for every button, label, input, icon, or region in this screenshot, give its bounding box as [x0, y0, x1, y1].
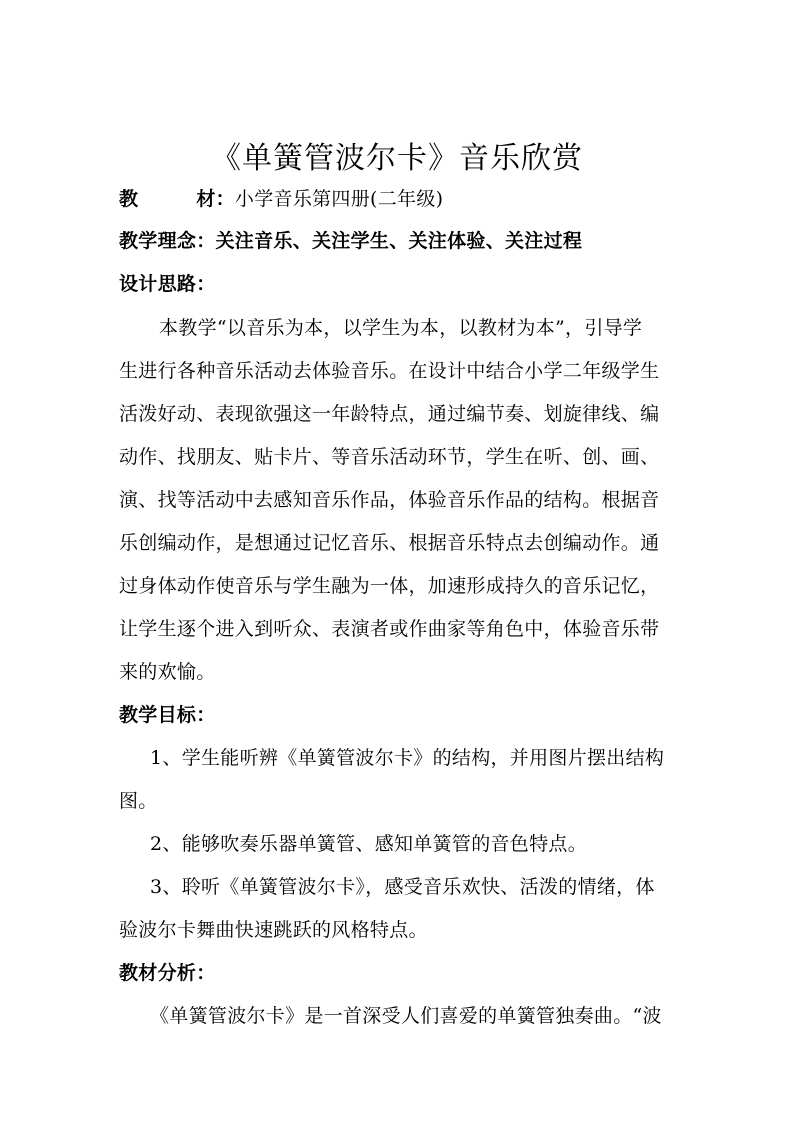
teaching-philosophy: 教学理念：关注音乐、关注学生、关注体验、关注过程	[119, 230, 583, 252]
material-label-b: 材：	[196, 188, 235, 210]
goal-3-line-1: 3、聆听《单簧管波尔卡》，感受音乐欢快、活泼的情绪，体	[150, 876, 655, 898]
goal-1-line-1: 1、学生能听辨《单簧管波尔卡》的结构，并用图片摆出结构	[150, 747, 665, 769]
design-line-4: 动作、找朋友、贴卡片、等音乐活动环节，学生在听、创、画、	[119, 446, 660, 468]
design-line-6: 乐创编动作，是想通过记忆音乐、根据音乐特点去创编动作。通	[119, 532, 660, 554]
design-line-8: 让学生逐个进入到听众、表演者或作曲家等角色中，体验音乐带	[119, 618, 660, 640]
goals-heading: 教学目标：	[119, 704, 216, 726]
design-line-5: 演、找等活动中去感知音乐作品，体验音乐作品的结构。根据音	[119, 489, 660, 511]
material-row	[119, 184, 679, 214]
design-line-1: 本教学“以音乐为本，以学生为本，以教材为本”，引导学	[159, 317, 643, 339]
design-line-9: 来的欢愉。	[119, 661, 216, 683]
page-title: 《单簧管波尔卡》音乐欣赏	[211, 141, 583, 176]
goal-1-line-2: 图。	[119, 790, 158, 812]
goal-2: 2、能够吹奏乐器单簧管、感知单簧管的音色特点。	[150, 833, 587, 855]
design-heading: 设计思路：	[119, 273, 216, 295]
goal-3-line-2: 验波尔卡舞曲快速跳跃的风格特点。	[119, 919, 428, 941]
design-line-3: 活泼好动、表现欲强这一年龄特点，通过编节奏、划旋律线、编	[119, 403, 660, 425]
material-value: 小学音乐第四册(二年级)	[234, 188, 444, 210]
analysis-heading: 教材分析：	[119, 962, 216, 984]
analysis-line-1: 《单簧管波尔卡》是一首深受人们喜爱的单簧管独奏曲。“波	[150, 1005, 662, 1027]
design-line-7: 过身体动作使音乐与学生融为一体，加速形成持久的音乐记忆，	[119, 575, 660, 597]
design-line-2: 生进行各种音乐活动去体验音乐。在设计中结合小学二年级学生	[119, 360, 660, 382]
material-label-a: 教	[119, 188, 139, 210]
